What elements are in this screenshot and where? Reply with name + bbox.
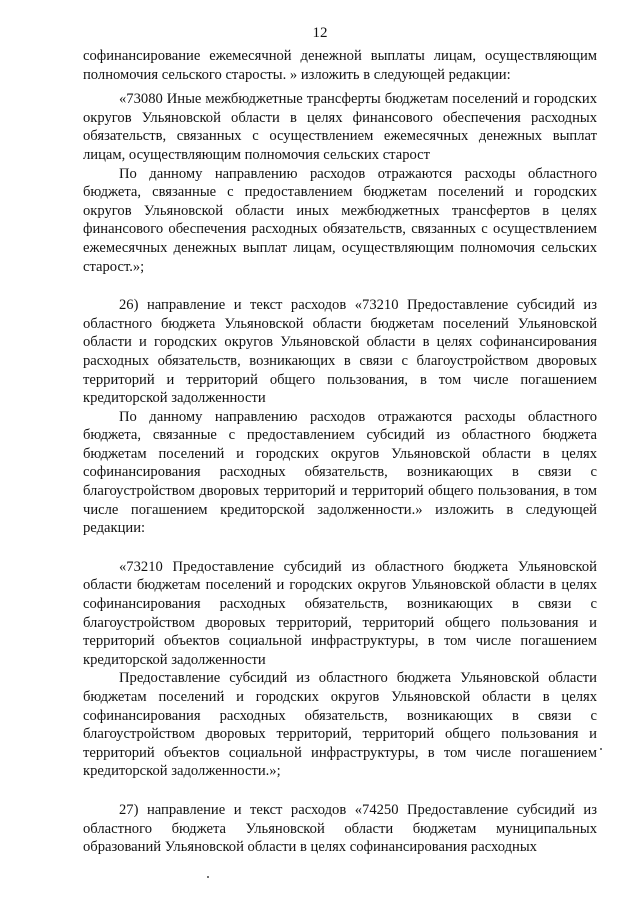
paragraph-continuation: софинансирование ежемесячной денежной выплаты лицам, осуществляющим полномочия сельского старосты. » изложить в следующей редакции: [83,48,597,83]
page-number: 12 [312,25,328,41]
paragraph-73210-old-description: По данному направлению расходов отражаются расходы областного бюджета, связанные с предоставлением субсидий из областного бюджета бюджетам поселений и городских округов Ульяновской области в целях софинансирования расходных обязательств, возникающих в связи с благоустройством дворовых территорий и территорий общего пользования, в том числе погашением кредиторской задолженности.» изложить в следующей редакции: [83,408,597,537]
paragraph-73080-title: «73080 Иные межбюджетные трансферты бюджетам поселений и городских округов Ульяновской области в целях финансового обеспечения расходных обязательств, связанных с осуществлением ежемесячных денежных выплат лицам, осуществляющим полномочия сельских старост [83,91,597,163]
scan-speck [600,748,602,750]
paragraph-73210-new-description: Предоставление субсидий из областного бюджета Ульяновской области бюджетам поселений и городских округов Ульяновской области в целях софинансирования расходных обязательств, возникающих в связи с благоустройством дворовых территорий, территорий общего пользования и территорий объектов социальной инфраструктуры, в том числе погашением кредиторской задолженности.»; [83,670,597,780]
paragraph-73210-new-title: «73210 Предоставление субсидий из областного бюджета Ульяновской области бюджетам поселений и городских округов Ульяновской области в целях софинансирования расходных обязательств, возникающих в связи с благоустройством дворовых территорий, территорий общего пользования и территорий объектов социальной инфраструктуры, в том числе погашением кредиторской задолженности [83,558,597,668]
scan-speck [207,876,209,878]
paragraph-item-27: 27) направление и текст расходов «74250 Предоставление субсидий из областного бюджета Ульяновской области бюджетам муниципальных образований Ульяновской области в целях софинансирования расходных [83,801,597,856]
paragraph-item-26: 26) направление и текст расходов «73210 Предоставление субсидий из областного бюджета Ульяновской области бюджетам поселений Ульяновской области и городских округов Ульяновской области в целях софинансирования расходных обязательств, возникающих в связи с благоустройством дворовых территорий и территорий общего пользования, в том числе погашением кредиторской задолженности [83,297,597,407]
paragraph-73080-description: По данному направлению расходов отражаются расходы областного бюджета, связанные с предоставлением бюджетам поселений и городских округов Ульяновской области иных межбюджетных трансфертов в целях финансового обеспечения расходных обязательств, связанных с осуществлением ежемесячных денежных выплат лицам, осуществляющим полномочия сельских старост.»; [83,165,597,275]
document-body [83,47,597,857]
